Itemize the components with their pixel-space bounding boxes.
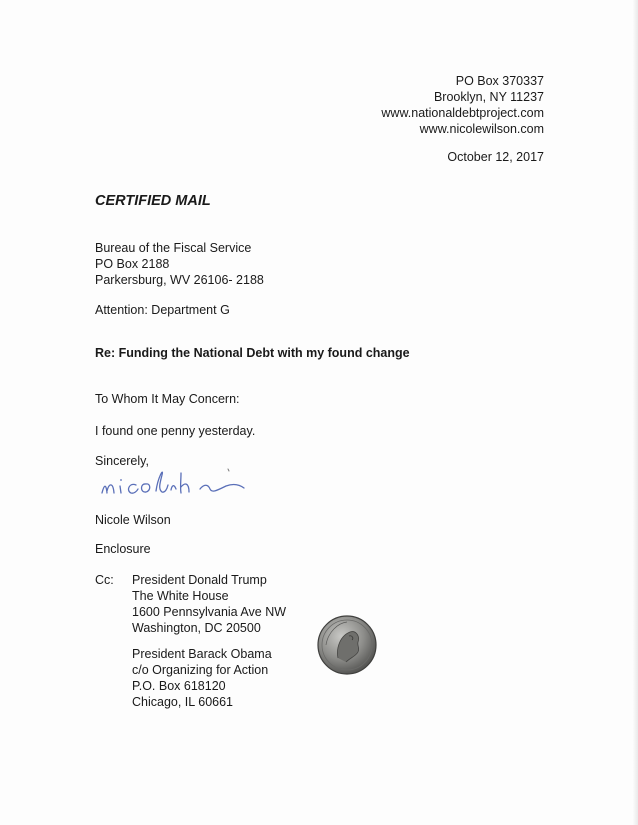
letter-date: October 12, 2017 xyxy=(447,150,544,164)
subject-line: Re: Funding the National Debt with my found change xyxy=(95,346,410,360)
cc-recipient-city: Washington, DC 20500 xyxy=(132,621,261,635)
cc-recipient-city: Chicago, IL 60661 xyxy=(132,695,234,709)
salutation: To Whom It May Concern: xyxy=(95,392,240,406)
letter-body: I found one penny yesterday. xyxy=(95,424,256,438)
return-address-website-1: www.nationaldebtproject.com xyxy=(381,106,544,120)
return-address-city: Brooklyn, NY 11237 xyxy=(433,90,544,104)
return-address-website-2: www.nicolewilson.com xyxy=(419,122,544,136)
recipient-city: Parkersburg, WV 26106- 2188 xyxy=(95,273,264,287)
return-address-po-box: PO Box 370337 xyxy=(455,74,544,88)
recipient-po-box: PO Box 2188 xyxy=(95,257,170,271)
penny-coin-image xyxy=(316,614,378,676)
cc-recipient-street: 1600 Pennsylvania Ave NW xyxy=(132,605,287,619)
closing: Sincerely, xyxy=(95,454,149,468)
recipient-address xyxy=(95,240,264,288)
recipient-name: Bureau of the Fiscal Service xyxy=(95,241,252,255)
cc-recipient-name: President Donald Trump xyxy=(132,573,267,587)
enclosure-note: Enclosure xyxy=(95,542,151,556)
attention-line: Attention: Department G xyxy=(95,303,230,317)
cc-recipient-trump xyxy=(132,572,286,636)
cc-label: Cc: xyxy=(95,573,114,587)
scan-edge xyxy=(632,0,638,825)
cc-recipient-org: The White House xyxy=(132,589,229,603)
return-address xyxy=(381,73,544,137)
cc-recipient-po-box: P.O. Box 618120 xyxy=(132,679,226,693)
cc-recipient-org: c/o Organizing for Action xyxy=(132,663,269,677)
cc-recipient-name: President Barack Obama xyxy=(132,647,272,661)
handwritten-signature xyxy=(96,455,256,505)
certified-mail-heading: CERTIFIED MAIL xyxy=(95,193,211,209)
cc-recipient-obama xyxy=(132,646,272,710)
signer-name: Nicole Wilson xyxy=(95,513,171,527)
